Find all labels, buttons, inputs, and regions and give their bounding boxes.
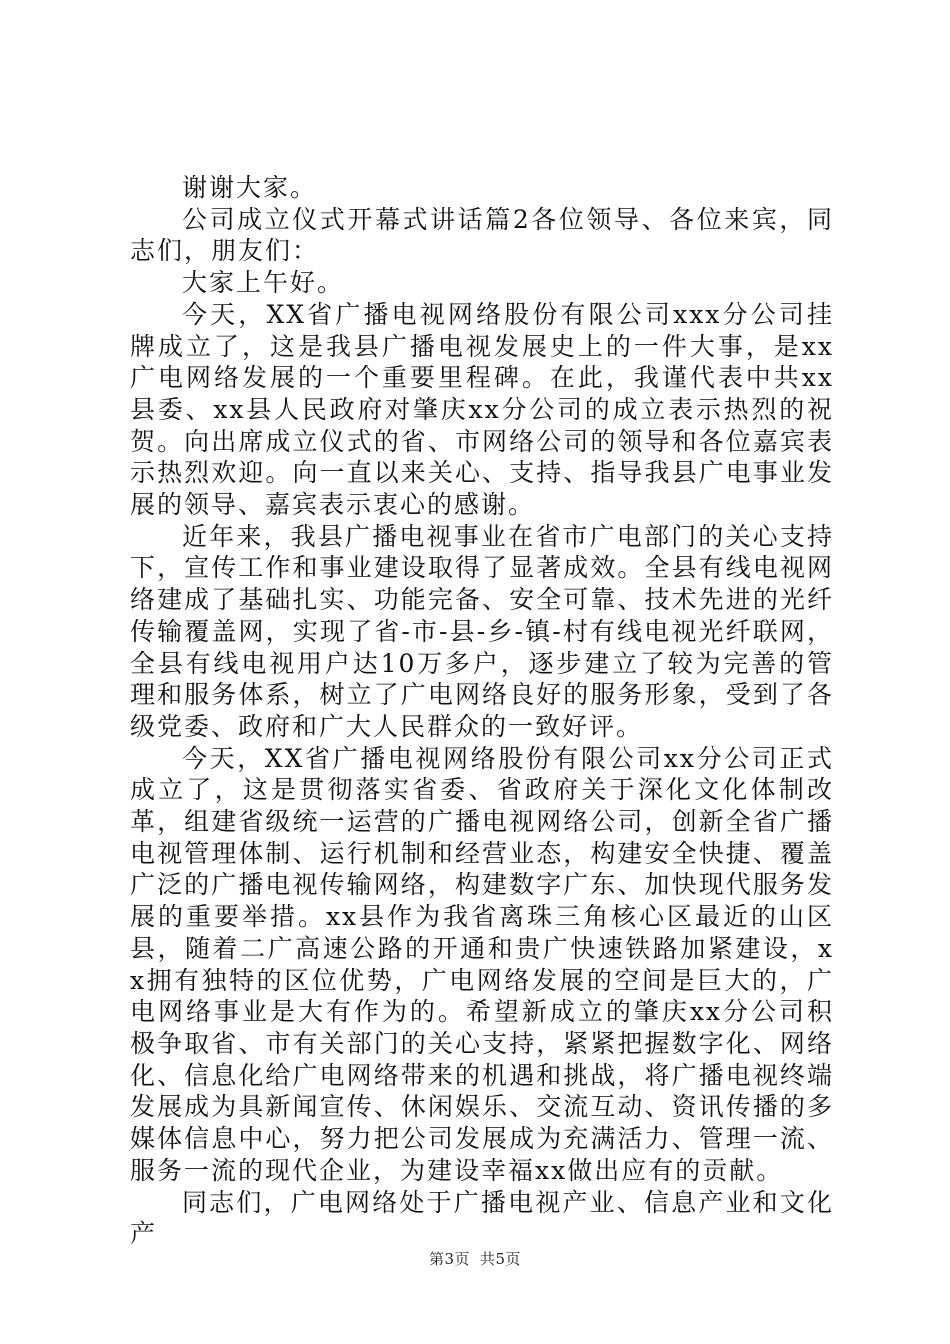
paragraph-greeting: 大家上午好。: [182, 268, 345, 298]
paragraph-significance: 今天，XX省广播电视网络股份有限公司xx分公司正式成立了，这是贯彻落实省委、省政府关于深化文化体制改革，组建省级统一运营的广播电视网络公司，创新全省广播电视管理体制、运行机制和经营业态，构建安全快捷、覆盖广泛的广播电视传输网络，构建数字广东、加快现代服务发展的重要举措。xx县作为我省离珠三角核心区最近的山区县，随着二广高速公路的开通和贵广快速铁路加紧建设，xx拥有独特的区位优势，广电网络发展的空间是巨大的，广电网络事业是大有作为的。希望新成立的肇庆xx分公司积极争取省、市有关部门的关心支持，紧紧把握数字化、网络化、信息化给广电网络带来的机遇和挑战，将广播电视终端发展成为具新闻宣传、休闲娱乐、交流互动、资讯传播的多媒体信息中心，努力把公司发展成为充满活力、管理一流、服务一流的现代企业，为建设幸福xx做出应有的贡献。: [130, 743, 834, 1185]
paragraph-speech-title: 公司成立仪式开幕式讲话篇2各位领导、各位来宾，同志们，朋友们：: [130, 204, 834, 266]
document-body: [130, 172, 834, 1250]
page-number: 第3页: [428, 1250, 470, 1268]
paragraph-comrades: 同志们，广电网络处于广播电视产业、信息产业和文化产: [130, 1187, 834, 1249]
paragraph-achievements: 近年来，我县广播电视事业在省市广电部门的关心支持下，宣传工作和事业建设取得了显著成效。全县有线电视网络建成了基础扎实、功能完备、安全可靠、技术先进的光纤传输覆盖网，实现了省-市-县-乡-镇-村有线电视光纤联网，全县有线电视用户达10万多户，逐步建立了较为完善的管理和服务体系，树立了广电网络良好的服务形象，受到了各级党委、政府和广大人民群众的一致好评。: [130, 521, 834, 741]
page-footer: [0, 1248, 950, 1269]
paragraph-thanks: 谢谢大家。: [182, 173, 318, 202]
page-total: 共5页: [480, 1250, 522, 1268]
paragraph-opening: 今天，XX省广播电视网络股份有限公司xxx分公司挂牌成立了，这是我县广播电视发展史上的一件大事，是xx广电网络发展的一个重要里程碑。在此，我谨代表中共xx县委、xx县人民政府对肇庆xx分公司的成立表示热烈的祝贺。向出席成立仪式的省、市网络公司的领导和各位嘉宾表示热烈欢迎。向一直以来关心、支持、指导我县广电事业发展的领导、嘉宾表示衷心的感谢。: [130, 299, 834, 520]
